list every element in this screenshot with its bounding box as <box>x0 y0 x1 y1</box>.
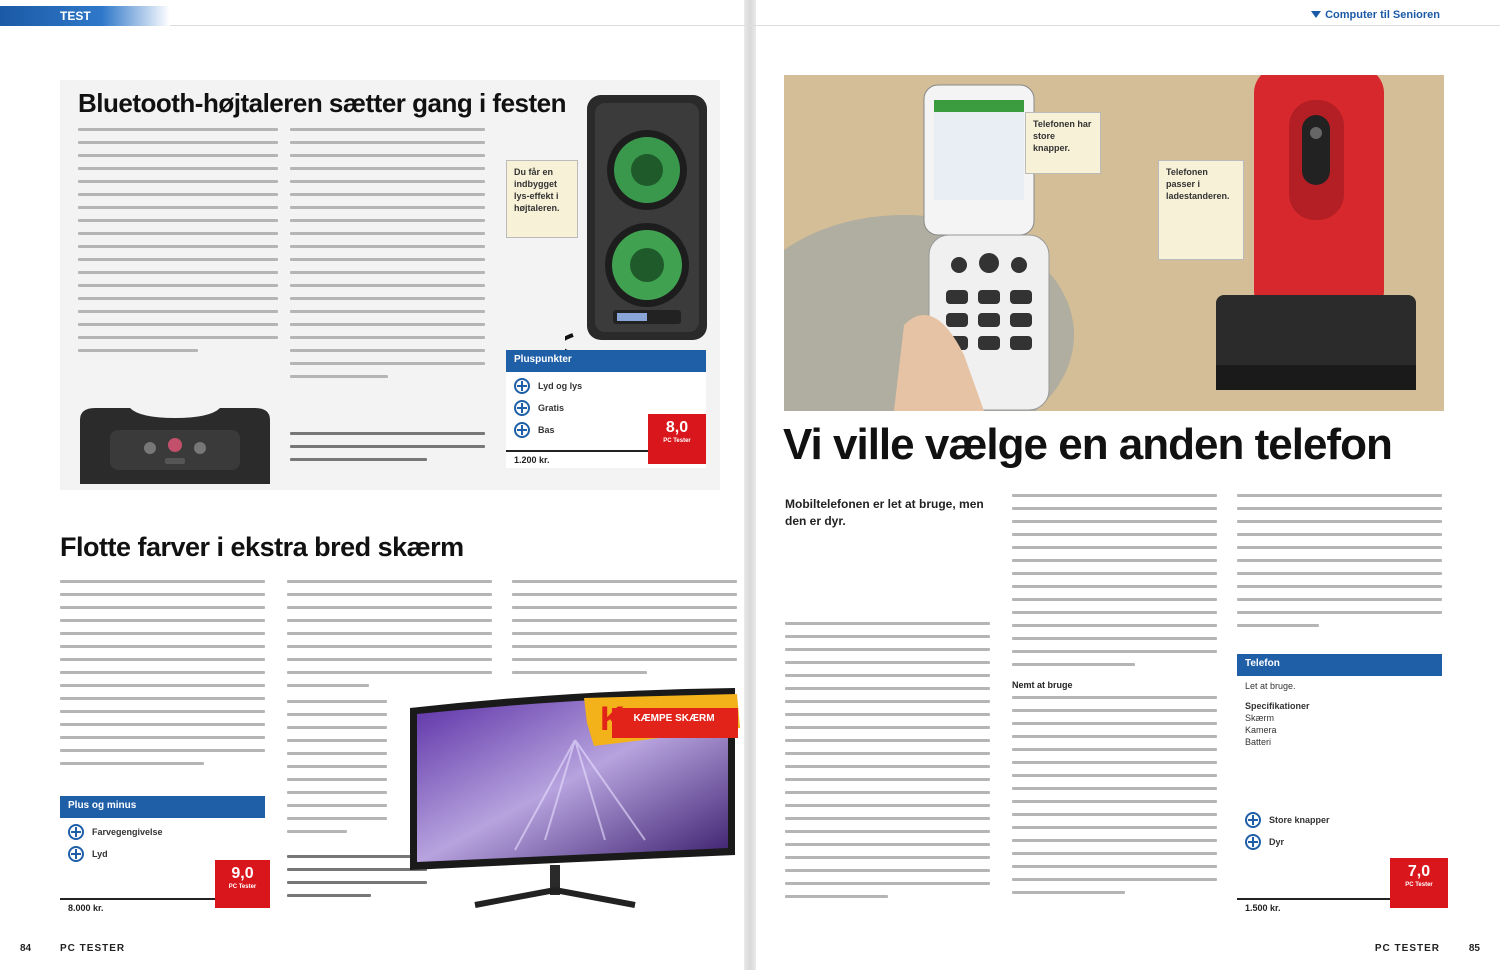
phone-spec-line: Batteri <box>1245 737 1272 747</box>
phone-lead: Mobiltelefonen er let at bruge, men den er dyr. <box>785 497 984 528</box>
monitor-factbox-item <box>68 824 257 840</box>
phone-spec-line: Kamera <box>1245 725 1277 735</box>
phone-factbox-header: Telefon <box>1237 654 1442 676</box>
speaker-caption-lines <box>290 432 485 471</box>
monitor-score-badge <box>215 860 270 908</box>
speaker-score-badge <box>648 414 706 464</box>
plus-icon <box>68 846 84 862</box>
triangle-icon <box>1311 11 1321 18</box>
monitor-factbox-header: Plus og minus <box>60 796 265 818</box>
top-rule <box>170 25 1500 26</box>
left-page-number: 84 <box>20 943 32 954</box>
phone-body-column-1 <box>785 622 990 908</box>
phone-callout-right: Telefonen passer i ladestanderen. <box>1158 160 1244 260</box>
section-tab <box>0 6 170 26</box>
right-page-number: 85 <box>1468 943 1480 954</box>
phone-body-column-2 <box>1012 494 1217 676</box>
speaker-factbox-header: Pluspunkter <box>506 350 706 372</box>
monitor-price: 8.000 kr. <box>60 898 265 916</box>
phone-price: 1.500 kr. <box>1237 898 1442 916</box>
monitor-body-column-2-wrap <box>287 700 387 843</box>
phone-spec-line: Skærm <box>1245 713 1274 723</box>
deal-stamp-letter: K <box>600 700 625 738</box>
phone-body-column-3 <box>1237 494 1442 637</box>
plus-icon <box>514 378 530 394</box>
left-footer-brand: PC TESTER <box>60 943 126 954</box>
phone-spec-block <box>1237 696 1442 752</box>
running-head <box>1311 9 1440 21</box>
phone-headline: Vi ville vælge en anden telefon <box>783 420 1392 469</box>
speaker-price: 1.200 kr. <box>506 450 706 468</box>
phone-subhead: Nemt at bruge <box>1012 680 1073 690</box>
party-speaker-image <box>565 85 730 355</box>
speaker-score-label: PC Tester <box>663 438 691 444</box>
plus-icon <box>514 400 530 416</box>
plus-icon <box>514 422 530 438</box>
phone-factbox-item-text: Dyr <box>1269 836 1285 847</box>
monitor-factbox-item-text: Farvegengivelse <box>92 826 163 837</box>
plus-icon <box>68 824 84 840</box>
phone-score: 7,0 <box>1407 863 1431 880</box>
page-gutter <box>744 0 756 970</box>
phone-score-label: PC Tester <box>1405 882 1433 888</box>
monitor-score-label: PC Tester <box>228 884 257 890</box>
phone-callout-left: Telefonen har store knapper. <box>1025 112 1101 174</box>
speaker-factbox-item <box>514 378 698 394</box>
speaker-factbox-item-text: Gratis <box>538 402 565 413</box>
phone-photo <box>784 75 1444 411</box>
speaker-score: 8,0 <box>665 419 689 436</box>
speaker-body-column-1 <box>78 128 278 362</box>
monitor-headline: Flotte farver i ekstra bred skærm <box>60 532 464 562</box>
deal-stamp-text: KÆMPE SKÆRM <box>633 713 715 724</box>
monitor-body-column-3 <box>512 580 737 684</box>
speaker-factbox-item-text: Lyd og lys <box>538 380 583 391</box>
speaker-top-panel-image <box>70 400 280 488</box>
running-head-text: Computer til Senioren <box>1325 9 1440 21</box>
phone-score-badge <box>1390 858 1448 908</box>
plus-icon <box>1245 812 1261 828</box>
deal-stamp-image <box>582 688 742 750</box>
phone-spec-title: Specifikationer <box>1245 701 1310 711</box>
speaker-headline: Bluetooth-højtaleren sætter gang i festen <box>78 88 566 118</box>
plus-icon <box>1245 834 1261 850</box>
phone-factbox-item <box>1245 834 1434 850</box>
monitor-score: 9,0 <box>231 865 254 882</box>
right-footer-brand: PC TESTER <box>1374 943 1440 954</box>
monitor-body-column-1 <box>60 580 265 775</box>
phone-body-column-2b <box>1012 696 1217 904</box>
speaker-callout: Du får en indbygget lys-effekt i højtaleren. <box>506 160 578 238</box>
section-tab-label: TEST <box>60 9 91 23</box>
phone-factbox-item <box>1245 812 1434 828</box>
speaker-factbox-item-text: Bas <box>538 424 555 435</box>
phone-factbox-item-text: Store knapper <box>1269 814 1330 825</box>
speaker-body-column-2 <box>290 128 485 388</box>
monitor-factbox-item-text: Lyd <box>92 848 108 859</box>
phone-factbox-intro: Let at bruge. <box>1245 681 1296 691</box>
